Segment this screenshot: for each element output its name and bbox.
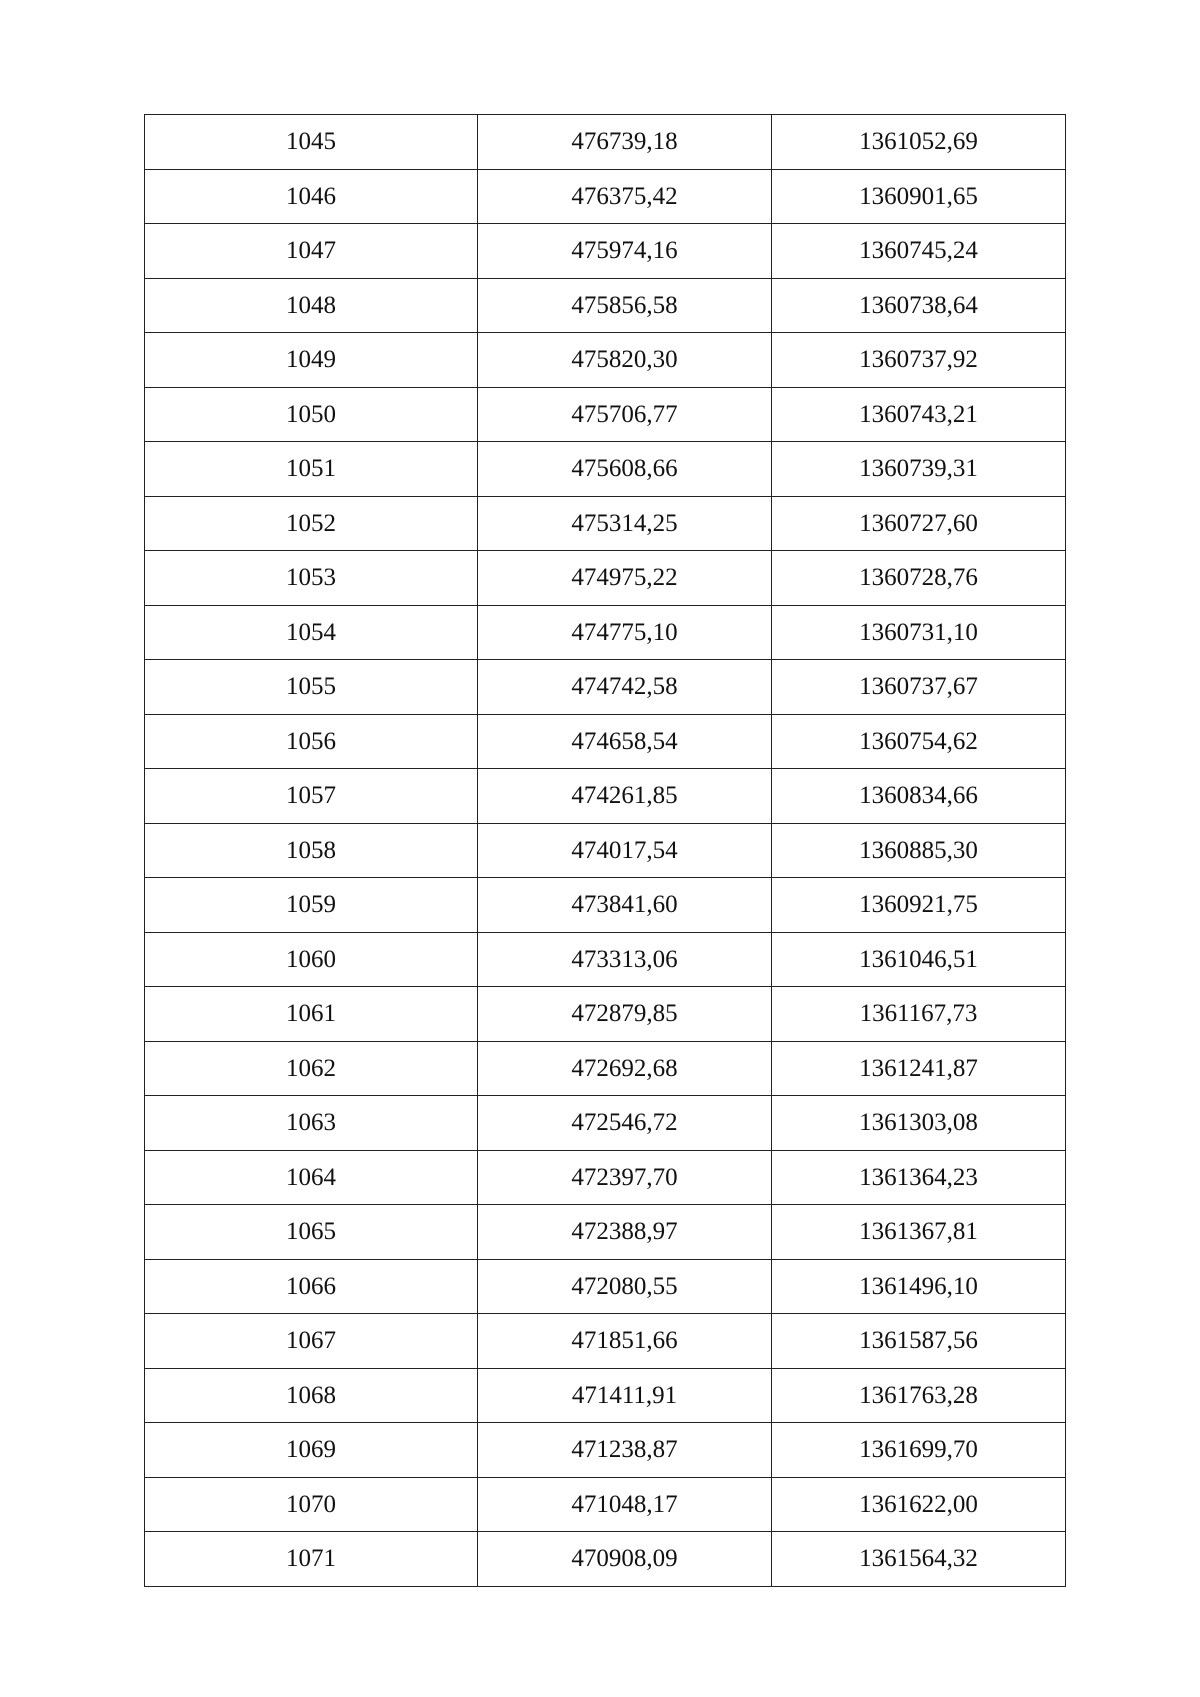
point-number-cell: 1051 <box>145 442 478 497</box>
table-row <box>145 551 1066 606</box>
y-coordinate-cell: 1360738,64 <box>772 278 1066 333</box>
x-coordinate-cell: 471048,17 <box>478 1477 772 1532</box>
x-coordinate-cell: 470908,09 <box>478 1532 772 1587</box>
point-number-cell: 1047 <box>145 224 478 279</box>
table-row <box>145 333 1066 388</box>
y-coordinate-cell: 1360754,62 <box>772 714 1066 769</box>
point-number-cell: 1049 <box>145 333 478 388</box>
coordinates-table-body <box>145 115 1066 1587</box>
point-number-cell: 1065 <box>145 1205 478 1260</box>
table-row <box>145 1532 1066 1587</box>
point-number-cell: 1064 <box>145 1150 478 1205</box>
table-row <box>145 496 1066 551</box>
y-coordinate-cell: 1360921,75 <box>772 878 1066 933</box>
y-coordinate-cell: 1361046,51 <box>772 932 1066 987</box>
x-coordinate-cell: 474017,54 <box>478 823 772 878</box>
x-coordinate-cell: 475706,77 <box>478 387 772 442</box>
table-row <box>145 442 1066 497</box>
y-coordinate-cell: 1360901,65 <box>772 169 1066 224</box>
x-coordinate-cell: 475856,58 <box>478 278 772 333</box>
y-coordinate-cell: 1361763,28 <box>772 1368 1066 1423</box>
table-row <box>145 115 1066 170</box>
y-coordinate-cell: 1360728,76 <box>772 551 1066 606</box>
x-coordinate-cell: 474658,54 <box>478 714 772 769</box>
y-coordinate-cell: 1361241,87 <box>772 1041 1066 1096</box>
table-row <box>145 932 1066 987</box>
table-row <box>145 1477 1066 1532</box>
table-row <box>145 387 1066 442</box>
point-number-cell: 1046 <box>145 169 478 224</box>
table-row <box>145 878 1066 933</box>
x-coordinate-cell: 474261,85 <box>478 769 772 824</box>
point-number-cell: 1069 <box>145 1423 478 1478</box>
x-coordinate-cell: 471238,87 <box>478 1423 772 1478</box>
y-coordinate-cell: 1360885,30 <box>772 823 1066 878</box>
table-row <box>145 1368 1066 1423</box>
y-coordinate-cell: 1360737,92 <box>772 333 1066 388</box>
table-row <box>145 278 1066 333</box>
point-number-cell: 1068 <box>145 1368 478 1423</box>
point-number-cell: 1059 <box>145 878 478 933</box>
table-row <box>145 224 1066 279</box>
x-coordinate-cell: 476739,18 <box>478 115 772 170</box>
x-coordinate-cell: 472692,68 <box>478 1041 772 1096</box>
y-coordinate-cell: 1360737,67 <box>772 660 1066 715</box>
point-number-cell: 1048 <box>145 278 478 333</box>
table-row <box>145 1041 1066 1096</box>
point-number-cell: 1067 <box>145 1314 478 1369</box>
x-coordinate-cell: 472388,97 <box>478 1205 772 1260</box>
x-coordinate-cell: 472080,55 <box>478 1259 772 1314</box>
table-row <box>145 1259 1066 1314</box>
y-coordinate-cell: 1361564,32 <box>772 1532 1066 1587</box>
point-number-cell: 1058 <box>145 823 478 878</box>
x-coordinate-cell: 472397,70 <box>478 1150 772 1205</box>
y-coordinate-cell: 1360745,24 <box>772 224 1066 279</box>
x-coordinate-cell: 475608,66 <box>478 442 772 497</box>
table-row <box>145 987 1066 1042</box>
y-coordinate-cell: 1361167,73 <box>772 987 1066 1042</box>
x-coordinate-cell: 475974,16 <box>478 224 772 279</box>
coordinates-table <box>144 114 1066 1587</box>
point-number-cell: 1057 <box>145 769 478 824</box>
y-coordinate-cell: 1360727,60 <box>772 496 1066 551</box>
table-row <box>145 1205 1066 1260</box>
point-number-cell: 1061 <box>145 987 478 1042</box>
y-coordinate-cell: 1361364,23 <box>772 1150 1066 1205</box>
x-coordinate-cell: 472879,85 <box>478 987 772 1042</box>
table-row <box>145 1423 1066 1478</box>
table-row <box>145 769 1066 824</box>
y-coordinate-cell: 1361587,56 <box>772 1314 1066 1369</box>
x-coordinate-cell: 475314,25 <box>478 496 772 551</box>
y-coordinate-cell: 1361699,70 <box>772 1423 1066 1478</box>
point-number-cell: 1060 <box>145 932 478 987</box>
x-coordinate-cell: 471851,66 <box>478 1314 772 1369</box>
point-number-cell: 1053 <box>145 551 478 606</box>
y-coordinate-cell: 1361622,00 <box>772 1477 1066 1532</box>
x-coordinate-cell: 474742,58 <box>478 660 772 715</box>
y-coordinate-cell: 1361496,10 <box>772 1259 1066 1314</box>
y-coordinate-cell: 1361052,69 <box>772 115 1066 170</box>
table-row <box>145 1096 1066 1151</box>
point-number-cell: 1056 <box>145 714 478 769</box>
x-coordinate-cell: 476375,42 <box>478 169 772 224</box>
table-row <box>145 1150 1066 1205</box>
point-number-cell: 1071 <box>145 1532 478 1587</box>
table-row <box>145 1314 1066 1369</box>
y-coordinate-cell: 1360834,66 <box>772 769 1066 824</box>
x-coordinate-cell: 473313,06 <box>478 932 772 987</box>
point-number-cell: 1055 <box>145 660 478 715</box>
x-coordinate-cell: 471411,91 <box>478 1368 772 1423</box>
y-coordinate-cell: 1360739,31 <box>772 442 1066 497</box>
table-row <box>145 714 1066 769</box>
point-number-cell: 1070 <box>145 1477 478 1532</box>
x-coordinate-cell: 473841,60 <box>478 878 772 933</box>
x-coordinate-cell: 474975,22 <box>478 551 772 606</box>
point-number-cell: 1062 <box>145 1041 478 1096</box>
point-number-cell: 1045 <box>145 115 478 170</box>
table-row <box>145 169 1066 224</box>
point-number-cell: 1050 <box>145 387 478 442</box>
table-row <box>145 605 1066 660</box>
table-row <box>145 660 1066 715</box>
y-coordinate-cell: 1360743,21 <box>772 387 1066 442</box>
x-coordinate-cell: 474775,10 <box>478 605 772 660</box>
point-number-cell: 1054 <box>145 605 478 660</box>
y-coordinate-cell: 1360731,10 <box>772 605 1066 660</box>
y-coordinate-cell: 1361303,08 <box>772 1096 1066 1151</box>
point-number-cell: 1066 <box>145 1259 478 1314</box>
y-coordinate-cell: 1361367,81 <box>772 1205 1066 1260</box>
point-number-cell: 1063 <box>145 1096 478 1151</box>
table-row <box>145 823 1066 878</box>
point-number-cell: 1052 <box>145 496 478 551</box>
x-coordinate-cell: 475820,30 <box>478 333 772 388</box>
x-coordinate-cell: 472546,72 <box>478 1096 772 1151</box>
